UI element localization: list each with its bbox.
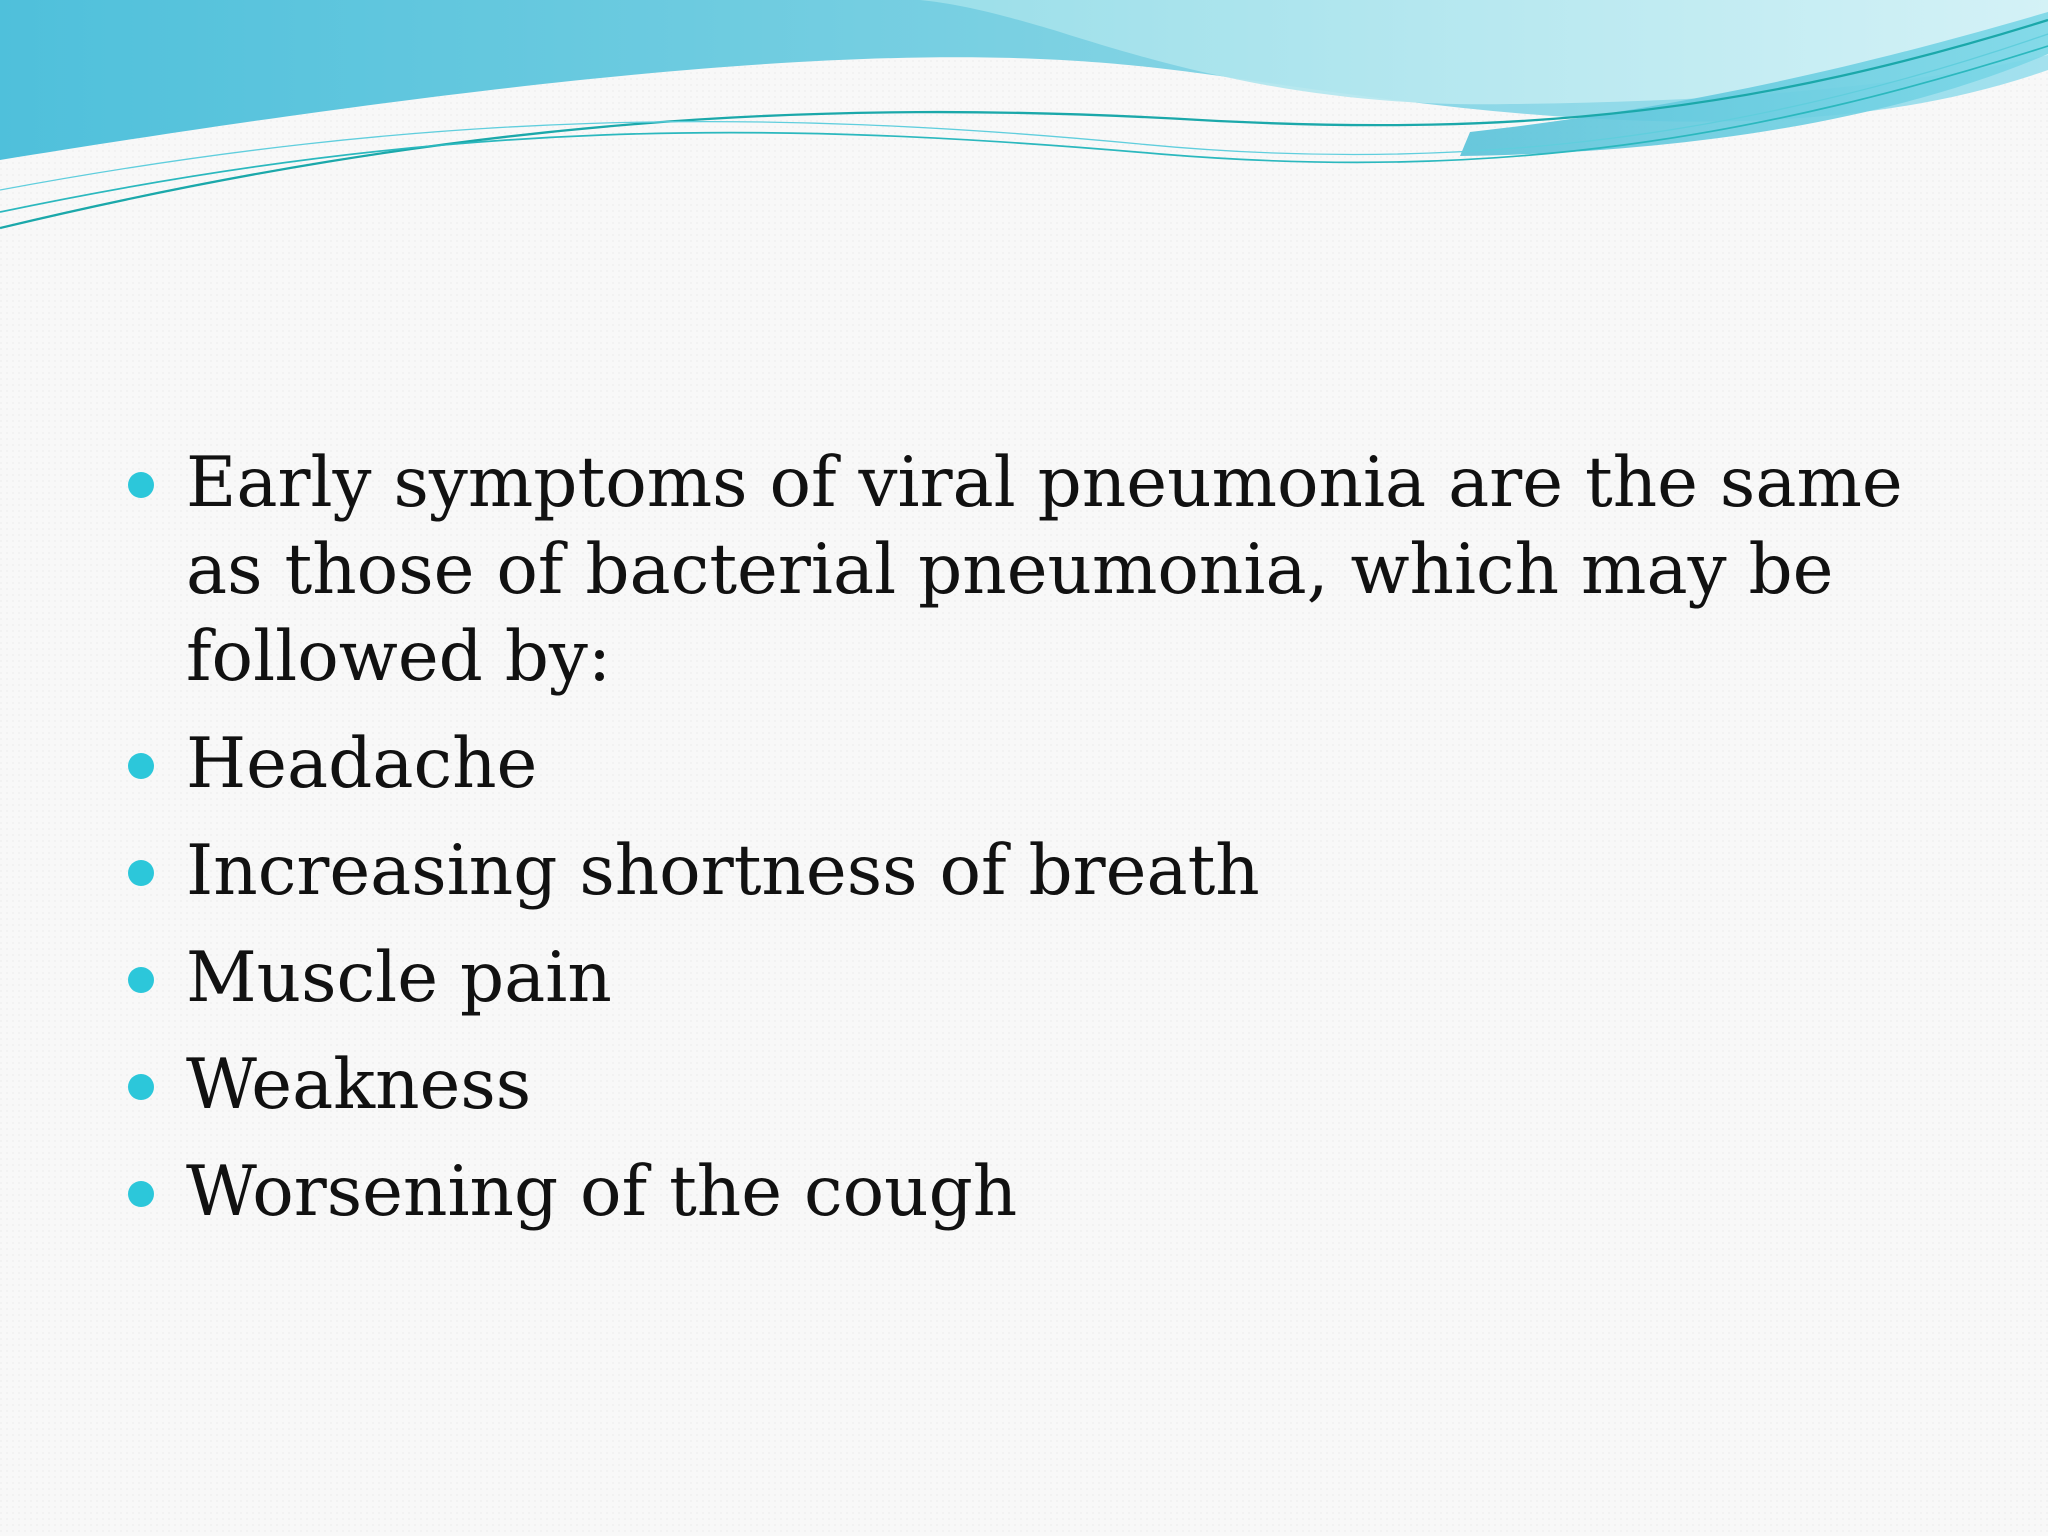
bullet-text: Increasing shortness of breath	[186, 831, 1260, 911]
bullet-item-weakness	[128, 1042, 1928, 1129]
bullet-icon	[128, 472, 154, 498]
bullet-item-muscle-pain	[128, 935, 1928, 1022]
bullet-icon	[128, 753, 154, 779]
wave-header-decoration	[0, 0, 2048, 260]
bullet-list	[128, 440, 1928, 1236]
slide-content	[128, 440, 1928, 1256]
bullet-item-intro	[128, 440, 1928, 701]
bullet-icon	[128, 1074, 154, 1100]
bullet-item-breath	[128, 828, 1928, 915]
bullet-text: Headache	[186, 724, 538, 804]
bullet-text: Weakness	[186, 1045, 532, 1125]
bullet-text: Muscle pain	[186, 938, 612, 1018]
bullet-icon	[128, 860, 154, 886]
bullet-icon	[128, 1181, 154, 1207]
bullet-icon	[128, 967, 154, 993]
bullet-text: Early symptoms of viral pneumonia are the same as those of bacterial pneumonia, which may be followed by:	[186, 443, 1903, 697]
bullet-item-cough	[128, 1149, 1928, 1236]
bullet-text: Worsening of the cough	[186, 1152, 1018, 1232]
bullet-item-headache	[128, 721, 1928, 808]
